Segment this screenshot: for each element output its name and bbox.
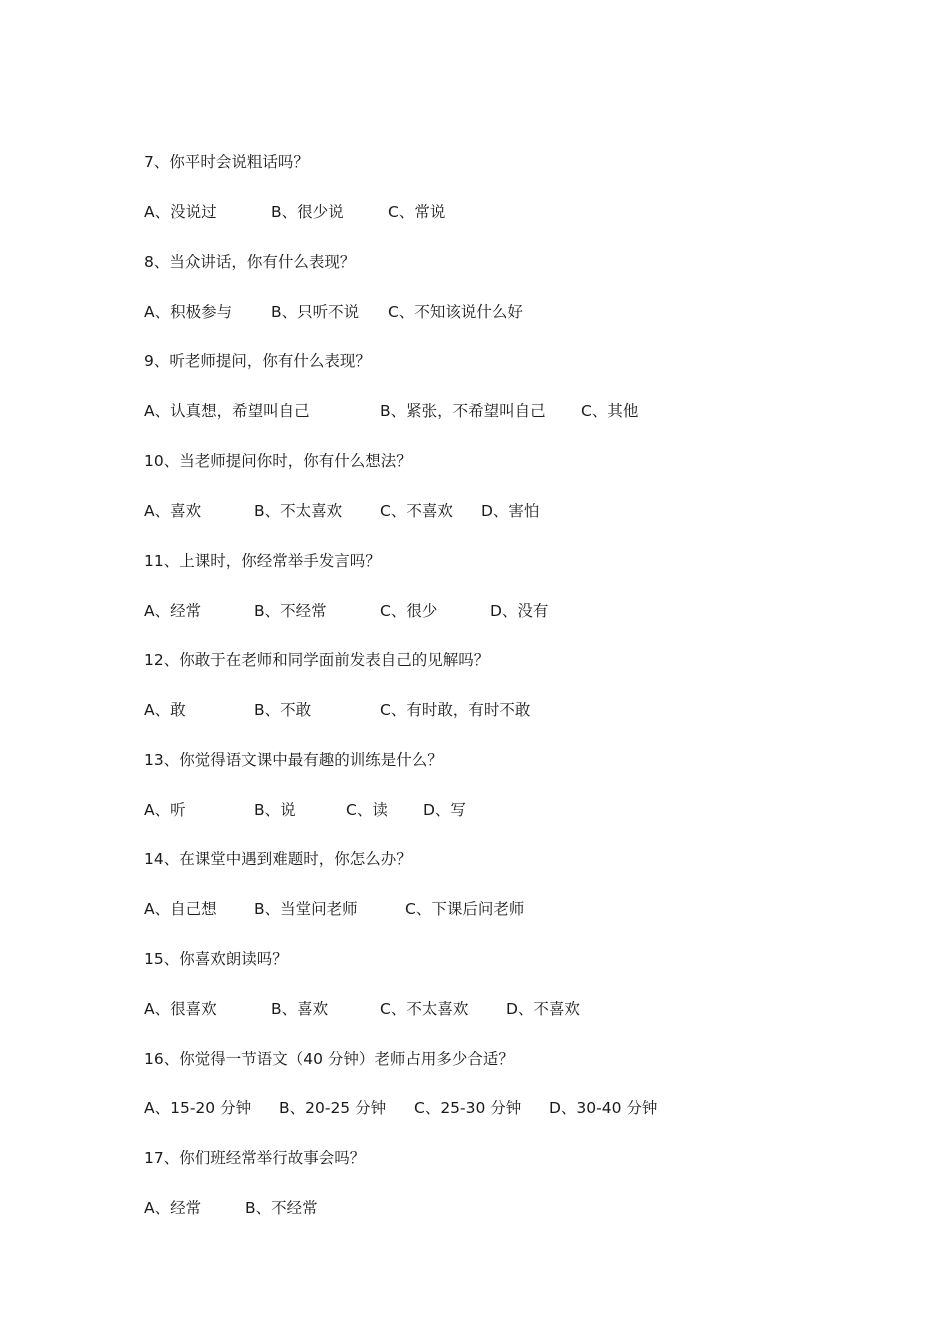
question-16: 16、你觉得一节语文（40 分钟）老师占用多少合适？ [144,1050,514,1068]
option-d: D、没有 [490,602,549,620]
option-a: A、喜欢 [144,502,202,520]
option-c: C、不太喜欢 [380,1000,469,1018]
option-a: A、自己想 [144,900,217,918]
option-a: A、听 [144,801,186,819]
option-c: C、常说 [388,203,446,221]
option-a: A、经常 [144,1199,202,1217]
option-b: B、喜欢 [271,1000,329,1018]
question-9: 9、听老师提问，你有什么表现？ [144,352,371,370]
option-d: D、害怕 [481,502,540,520]
question-11: 11、上课时，你经常举手发言吗？ [144,552,381,570]
option-a: A、很喜欢 [144,1000,217,1018]
option-d: D、30-40 分钟 [549,1099,658,1117]
question-12: 12、你敢于在老师和同学面前发表自己的见解吗？ [144,651,490,669]
option-c: C、下课后问老师 [405,900,525,918]
option-a: A、没说过 [144,203,217,221]
option-c: C、很少 [380,602,438,620]
option-b: B、不太喜欢 [254,502,343,520]
option-b: B、20-25 分钟 [279,1099,387,1117]
question-15: 15、你喜欢朗读吗？ [144,950,288,968]
option-b: B、很少说 [271,203,344,221]
option-c: C、读 [346,801,388,819]
option-b: B、紧张，不希望叫自己 [380,402,546,420]
option-a: A、敢 [144,701,186,719]
option-c: C、其他 [581,402,639,420]
question-8: 8、当众讲话，你有什么表现？ [144,253,356,271]
option-b: B、不经常 [254,602,327,620]
option-b: B、只听不说 [271,303,360,321]
question-14: 14、在课堂中遇到难题时，你怎么办？ [144,850,412,868]
question-7: 7、你平时会说粗话吗？ [144,153,309,171]
option-a: A、经常 [144,602,202,620]
option-a: A、积极参与 [144,303,233,321]
option-b: B、不经常 [245,1199,318,1217]
option-d: D、写 [423,801,466,819]
option-b: B、当堂问老师 [254,900,358,918]
question-17: 17、你们班经常举行故事会吗？ [144,1149,366,1167]
question-10: 10、当老师提问你时，你有什么想法？ [144,452,412,470]
option-c: C、不喜欢 [380,502,453,520]
option-b: B、说 [254,801,296,819]
question-13: 13、你觉得语文课中最有趣的训练是什么？ [144,751,443,769]
option-a: A、15-20 分钟 [144,1099,252,1117]
option-c: C、25-30 分钟 [414,1099,522,1117]
option-a: A、认真想，希望叫自己 [144,402,310,420]
option-d: D、不喜欢 [506,1000,580,1018]
option-b: B、不敢 [254,701,312,719]
option-c: C、不知该说什么好 [388,303,523,321]
option-c: C、有时敢，有时不敢 [380,701,531,719]
